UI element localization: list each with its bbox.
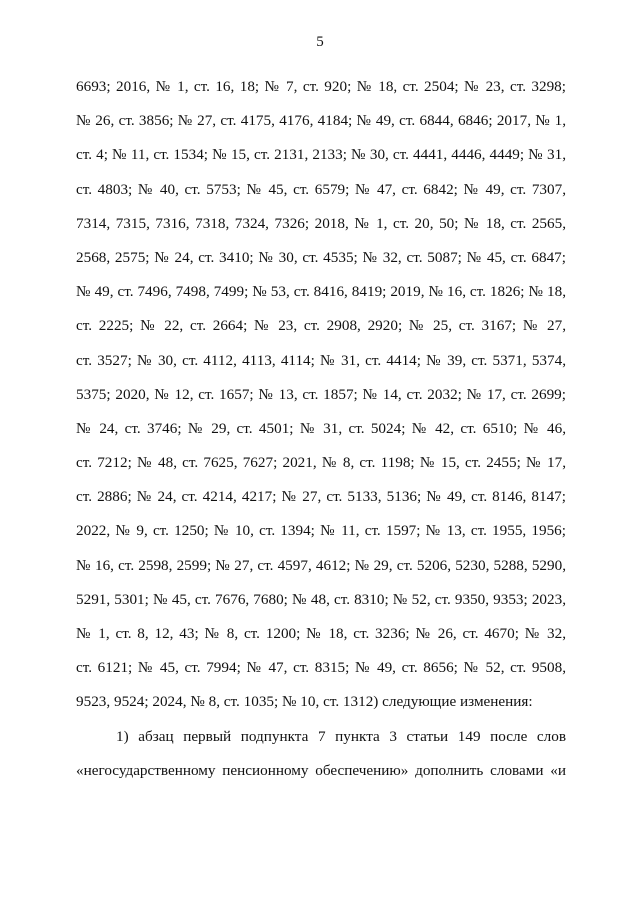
- text-line: 6693; 2016, № 1, ст. 16, 18; № 7, ст. 920; № 18, ст. 2504; № 23, ст. 3298;: [76, 78, 566, 95]
- text-line: ст. 6121; № 45, ст. 7994; № 47, ст. 8315; № 49, ст. 8656; № 52, ст. 9508,: [76, 659, 566, 677]
- text-line: № 16, ст. 2598, 2599; № 27, ст. 4597, 4612; № 29, ст. 5206, 5230, 5288, 5290,: [76, 556, 566, 574]
- text-line: 2568, 2575; № 24, ст. 3410; № 30, ст. 4535; № 32, ст. 5087; № 45, ст. 6847;: [76, 248, 566, 266]
- document-body: [76, 76, 566, 794]
- text-line: ст. 2225; № 22, ст. 2664; № 23, ст. 2908, 2920; № 25, ст. 3167; № 27,: [76, 317, 566, 335]
- item-text-line: «негосударственному пенсионному обеспечению» дополнить словами «и: [76, 761, 566, 779]
- text-line: 2022, № 9, ст. 1250; № 10, ст. 1394; № 11, ст. 1597; № 13, ст. 1955, 1956;: [76, 522, 566, 540]
- page-number: 5: [316, 34, 324, 50]
- text-line: 5375; 2020, № 12, ст. 1657; № 13, ст. 1857; № 14, ст. 2032; № 17, ст. 2699;: [76, 385, 566, 403]
- text-line: ст. 2886; № 24, ст. 4214, 4217; № 27, ст. 5133, 5136; № 49, ст. 8146, 8147;: [76, 488, 566, 506]
- text-line: 5291, 5301; № 45, ст. 7676, 7680; № 48, ст. 8310; № 52, ст. 9350, 9353; 2023,: [76, 590, 566, 608]
- text-line: ст. 4803; № 40, ст. 5753; № 45, ст. 6579; № 47, ст. 6842; № 49, ст. 7307,: [76, 180, 566, 198]
- text-line: № 24, ст. 3746; № 29, ст. 4501; № 31, ст. 5024; № 42, ст. 6510; № 46,: [76, 419, 566, 437]
- item-text-line: 1) абзац первый подпункта 7 пункта 3 статьи 149 после слов: [116, 727, 566, 745]
- text-line: № 26, ст. 3856; № 27, ст. 4175, 4176, 4184; № 49, ст. 6844, 6846; 2017, № 1,: [76, 112, 566, 130]
- text-line: 9523, 9524; 2024, № 8, ст. 1035; № 10, ст. 1312) следующие изменения:: [76, 693, 533, 711]
- text-line: № 1, ст. 8, 12, 43; № 8, ст. 1200; № 18, ст. 3236; № 26, ст. 4670; № 32,: [76, 625, 566, 642]
- text-line: ст. 3527; № 30, ст. 4112, 4113, 4114; № 31, ст. 4414; № 39, ст. 5371, 5374,: [76, 351, 566, 369]
- text-line: № 49, ст. 7496, 7498, 7499; № 53, ст. 8416, 8419; 2019, № 16, ст. 1826; № 18,: [76, 283, 566, 301]
- text-line: 7314, 7315, 7316, 7318, 7324, 7326; 2018, № 1, ст. 20, 50; № 18, ст. 2565,: [76, 214, 566, 232]
- text-line: ст. 7212; № 48, ст. 7625, 7627; 2021, № 8, ст. 1198; № 15, ст. 2455; № 17,: [76, 454, 566, 472]
- text-line: ст. 4; № 11, ст. 1534; № 15, ст. 2131, 2133; № 30, ст. 4441, 4446, 4449; № 31,: [76, 146, 566, 164]
